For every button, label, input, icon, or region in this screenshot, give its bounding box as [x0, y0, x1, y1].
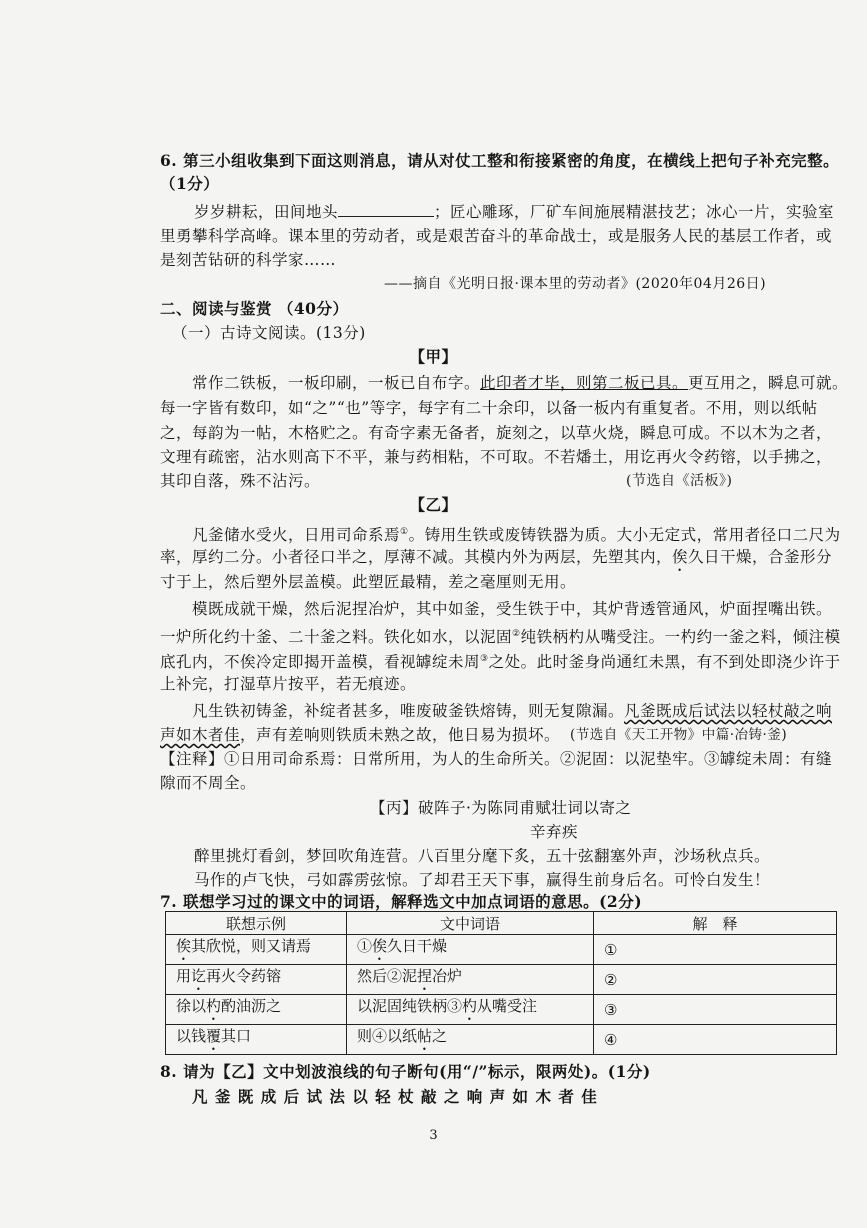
yi-p3-line2 — [160, 724, 560, 746]
q7-word-text: ① — [357, 937, 373, 955]
jia-line1-a: 常作二铁板，一板印刷，一板已自布字。 — [192, 374, 481, 392]
dotted-word: 俟 — [372, 937, 388, 955]
dotted-word: 帖 — [417, 1027, 433, 1045]
q6-body-line1-b: ；匠心雕琢，厂矿车间施展精湛技艺；冰心一片，实验室 — [434, 203, 835, 221]
q7-word-cell — [347, 935, 594, 965]
dotted-word: 俟 — [672, 548, 689, 566]
yi-p2-line3-b: 之处。此时釜身尚通红未黑，有不到处即浇少许于 — [488, 653, 841, 672]
wavy-underlined-sentence-part1: 凡釜既成后试法以轻杖敲之响 — [624, 702, 833, 720]
q7-example-text: 再火令药镕 — [206, 967, 282, 985]
table-row — [166, 965, 837, 995]
q6-body-line1-a: 岁岁耕耘，田间地头 — [194, 203, 339, 221]
q6-prompt-line2: （1分） — [160, 174, 220, 193]
q7-word-text: 之 — [432, 1027, 448, 1045]
yi-source: (节选自《天工开物》中篇·冶铸·釜) — [570, 727, 788, 743]
q7-header-answer: 解 释 — [594, 912, 837, 935]
q7-example-text: 酌油沥之 — [221, 997, 282, 1015]
yi-p2-line3 — [160, 648, 841, 673]
q7-answer-cell[interactable]: ③ — [594, 995, 837, 1025]
q7-example-text: 以钱 — [176, 1027, 207, 1045]
q7-answer-cell[interactable]: ② — [594, 965, 837, 995]
wavy-underlined-sentence-part2: 声如木者佳 — [160, 726, 241, 744]
yi-p1-line3: 寸于上，然后塑外层盖模。此塑匠最精，差之毫厘则无用。 — [160, 573, 577, 591]
yi-p2-line2-b: 纯铁柄杓从嘴受注。一杓约一釜之料，倾注模 — [520, 628, 841, 647]
yi-p1-line2-b: 久日干燥，合釜形分 — [688, 548, 833, 566]
q6-body-line2: 里勇攀科学高峰。课本里的劳动者，或是艰苦奋斗的革命战士，或是服务人民的基层工作者，或 — [160, 227, 833, 245]
table-row — [166, 1025, 837, 1055]
q7-word-cell — [347, 1025, 594, 1055]
q6-body-line3: 是刻苦钻研的科学家…… — [160, 251, 337, 269]
q7-example-text: 其口 — [221, 1027, 252, 1045]
yi-title: 【乙】 — [409, 495, 458, 514]
jia-line2: 每一字皆有数印，如“之”“也”等字，每字有二十余印，以备一板内有重复者。不用，则以纸帖 — [160, 399, 818, 417]
bing-author: 辛弃疾 — [530, 823, 579, 841]
table-row — [166, 995, 837, 1025]
yi-notes-line2: 隙而不周全。 — [160, 774, 257, 792]
page-number: 3 — [429, 1128, 438, 1143]
dotted-word: 覆 — [206, 1027, 222, 1045]
q7-example-text: 徐以 — [176, 997, 207, 1015]
q7-answer-cell[interactable]: ④ — [594, 1025, 837, 1055]
bing-title: 【丙】破阵子·为陈同甫赋壮词以寄之 — [370, 799, 632, 817]
q7-header-row — [166, 912, 837, 935]
q7-word-text: 则④以纸 — [357, 1027, 418, 1045]
q8-sentence[interactable]: 凡 釜 既 成 后 试 法 以 轻 杖 敲 之 响 声 如 木 者 佳 — [192, 1087, 598, 1106]
jia-underlined-sentence: 此印者才毕，则第二板已具。 — [480, 374, 689, 392]
section2-subheading: （一）古诗文阅读。(13分) — [172, 324, 366, 342]
yi-p1-line1-b: 。铸用生铁或废铸铁器为质。大小无定式，常用者径口二尺为 — [408, 526, 841, 545]
jia-line3: 之，每韵为一帖，木格贮之。有奇字素无备者，旋刻之，以草火烧，瞬息可成。不以木为之者， — [160, 424, 833, 442]
bing-line2: 马作的卢飞快，弓如霹雳弦惊。了却君王天下事，赢得生前身后名。可怜白发生！ — [194, 871, 771, 889]
jia-line1 — [192, 372, 848, 394]
jia-line1-c: 更互用之，瞬息可就。 — [688, 374, 849, 392]
yi-p2-line3-a: 底孔内，不俟冷定即揭开盖模，看视罅绽未周 — [160, 653, 481, 672]
q6-source: ——摘自《光明日报·课本里的劳动者》(2020年04月26日) — [384, 276, 767, 292]
yi-p3-line1-a: 凡生铁初铸釜，补绽者甚多，唯废破釜铁熔铸，则无复隙漏。 — [192, 702, 625, 720]
q7-word-text: 以泥固纯铁柄③ — [357, 997, 463, 1015]
table-row — [166, 935, 837, 965]
jia-title: 【甲】 — [409, 347, 458, 366]
jia-source: (节选自《活板》) — [626, 473, 733, 489]
jia-line5: 其印自落，殊不沾污。 — [160, 472, 321, 490]
dotted-word: 杓 — [206, 997, 222, 1015]
q6-prompt-line1: 6. 第三小组收集到下面这则消息，请从对仗工整和衔接紧密的角度，在横线上把句子补充完整。 — [160, 151, 840, 170]
q7-word-cell — [347, 965, 594, 995]
dotted-word: 俟 — [176, 937, 192, 955]
yi-notes-line1: 【注释】①日用司命系焉：日常所用，为人的生命所关。②泥固：以泥垫牢。③罅绽未周：有缝 — [160, 750, 833, 768]
q7-example-text: 其欣悦，则又请焉 — [191, 937, 312, 955]
q7-table — [165, 911, 837, 1055]
q7-example-text: 用 — [176, 967, 192, 985]
q7-word-text: 久日干燥 — [387, 937, 448, 955]
yi-p2-line2 — [160, 623, 841, 648]
yi-p3-line2-b: ，声有差响则铁质未熟之故，他日易为损坏。 — [240, 726, 561, 744]
q7-answer-cell[interactable]: ① — [594, 935, 837, 965]
q7-example-cell — [166, 965, 347, 995]
q7-example-cell — [166, 1025, 347, 1055]
dotted-word: 讫 — [191, 967, 207, 985]
q6-answer-blank[interactable] — [338, 202, 434, 217]
q7-prompt: 7. 联想学习过的课文中的词语，解释选文中加点词语的意思。(2分) — [160, 892, 643, 911]
jia-line4: 文理有疏密，沾水则高下不平，兼与药相粘，不可取。不若燔土，用讫再火令药镕，以手拂之， — [160, 448, 833, 466]
note-ref-2: ② — [512, 629, 521, 639]
q7-header-example: 联想示例 — [166, 912, 347, 935]
q7-example-cell — [166, 935, 347, 965]
q8-prompt: 8. 请为【乙】文中划波浪线的句子断句(用“/”标示，限两处)。(1分) — [160, 1062, 651, 1081]
q7-example-cell — [166, 995, 347, 1025]
q6-body-line1 — [194, 201, 834, 223]
yi-p1-line1 — [192, 521, 841, 546]
yi-p1-line1-a: 凡釜储水受火，日用司命系焉 — [192, 526, 401, 545]
yi-p1-line2-a: 率，厚约二分。小者径口半之，厚薄不减。其模内外为两层，先塑其内， — [160, 548, 673, 566]
q7-word-text: 从嘴受注 — [477, 997, 538, 1015]
yi-p3-line1 — [192, 700, 832, 722]
dotted-word: 捏 — [417, 967, 433, 985]
q7-word-cell — [347, 995, 594, 1025]
q7-word-text: 然后②泥 — [357, 967, 418, 985]
yi-p2-line4: 上补完，打湿草片按平，若无痕迹。 — [160, 675, 417, 693]
yi-p2-line1: 模既成就干燥，然后泥捏冶炉，其中如釜，受生铁于中，其炉背透管通风，炉面捏嘴出铁。 — [192, 600, 833, 618]
note-ref-1: ① — [400, 527, 409, 537]
q7-word-text: 冶炉 — [432, 967, 463, 985]
section2-heading: 二、阅读与鉴赏 （40分） — [160, 299, 349, 318]
bing-line1: 醉里挑灯看剑，梦回吹角连营。八百里分麾下炙，五十弦翻塞外声，沙场秋点兵。 — [194, 847, 771, 865]
q7-header-word: 文中词语 — [347, 912, 594, 935]
yi-p2-line2-a: 一炉所化约十釜、二十釜之料。铁化如水，以泥固 — [160, 628, 513, 647]
note-ref-3: ③ — [480, 654, 489, 664]
dotted-word: 杓 — [462, 997, 478, 1015]
